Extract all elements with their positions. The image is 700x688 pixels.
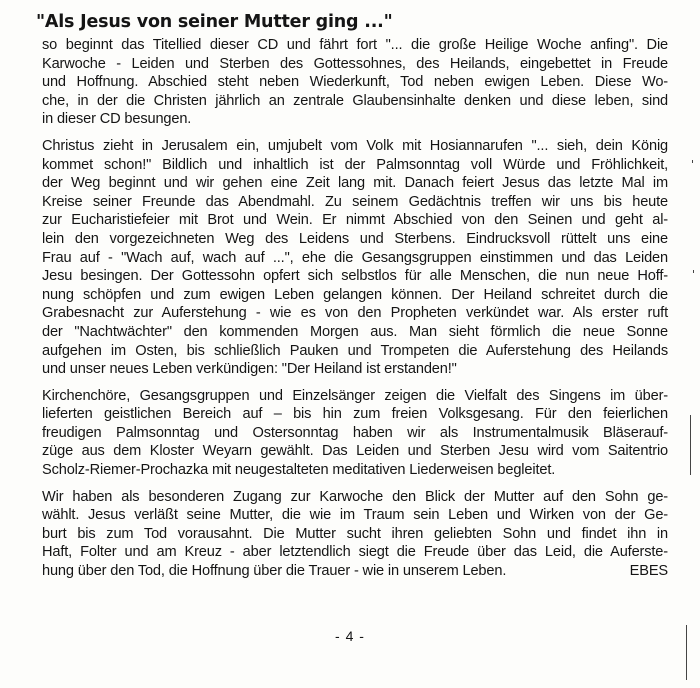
text-line: wählt. Jesus verläßt seine Mutter, die wie im Traum sein Leben und Wirken von der Ge- bbox=[42, 507, 668, 524]
text-line: so beginnt das Titellied dieser CD und fährt fort "... die große Heilige Woche anfing". Die bbox=[42, 37, 668, 53]
scan-edge-mark bbox=[693, 270, 694, 273]
text-line: Jesu besingen. Der Gottessohn opfert sich selbstlos für alle Menschen, die nun neue Hoff- bbox=[42, 268, 668, 285]
text-line: Karwoche - Leiden und Sterben des Gottessohnes, des Heilands, eingebettet in Freude bbox=[42, 55, 668, 72]
text-line: nung schöpfen und zum ewigen Leben gelangen können. Der Heiland schreitet durch die bbox=[42, 286, 668, 303]
text-line: züge aus dem Kloster Weyarn gewählt. Das Leiden und Sterben Jesu wird vom Saitentrio bbox=[42, 443, 668, 460]
text-line: lein den vorgezeichneten Weg des Leidens und Sterbens. Eindrucksvoll rüttelt uns eine bbox=[42, 230, 668, 247]
scan-edge-line bbox=[686, 625, 687, 680]
text-line: Kirchenchöre, Gesangsgruppen und Einzelsänger zeigen die Vielfalt des Singens im über- bbox=[42, 387, 668, 404]
text-line: Kreise seiner Freunde das Abendmahl. Zu seinem Gedächtnis treffen wir uns bis heute bbox=[42, 193, 668, 210]
scan-edge-mark bbox=[692, 160, 693, 163]
text-line: kommet schon!" Bildlich und inhaltlich ist der Palmsonntag voll Würde und Fröhlichkeit, bbox=[42, 156, 668, 173]
text-line: aufgehen im Osten, bis schließlich Pauken und Trompeten die Auferstehung des Heilands bbox=[42, 342, 668, 359]
page-title: "Als Jesus von seiner Mutter ging ..." bbox=[36, 12, 393, 32]
text-line: Christus zieht in Jerusalem ein, umjubelt vom Volk mit Hosiannarufen "... sieh, dein König bbox=[42, 137, 668, 154]
text-line: Frau auf - "Wach auf, wach auf ...", ehe die Gesangsgruppen einstimmen und das Leiden bbox=[42, 249, 668, 266]
text-line: der Weg beginnt und wir gehen eine Zeit lang mit. Danach feiert Jesus das letzte Mal im bbox=[42, 175, 668, 192]
text-line: zur Eucharistiefeier mit Brot und Wein. Er nimmt Abschied von den Seinen und geht al- bbox=[42, 212, 668, 229]
page-number: - 4 - bbox=[335, 628, 365, 644]
paragraph bbox=[42, 137, 668, 379]
text-line: Wir haben als besonderen Zugang zur Karwoche den Blick der Mutter auf den Sohn ge- bbox=[42, 488, 668, 505]
text-line: und unser neues Leben verkündigen: "Der Heiland ist erstanden!" bbox=[42, 361, 457, 378]
scan-edge-line bbox=[690, 415, 691, 475]
paragraph bbox=[42, 36, 668, 129]
text-line-content: hung über den Tod, die Hoffnung über die Trauer - wie in unserem Leben. bbox=[42, 563, 507, 580]
text-line bbox=[42, 562, 668, 581]
text-line: freudigen Palmsonntag und Ostersonntag haben wir als Instrumentalmusik Bläserauf- bbox=[42, 424, 668, 441]
text-line: der "Nachtwächter" den kommenden Morgen aus. Man sieht förmlich die neue Sonne bbox=[42, 323, 668, 340]
text-line: burt bis zum Tod vorausahnt. Die Mutter sucht ihren geliebten Sohn und findet ihn in bbox=[42, 525, 668, 542]
text-line: in dieser CD besungen. bbox=[42, 111, 192, 128]
text-line: Grabesnacht zur Auferstehung - wie es von den Propheten verkündet war. Als erster ruft bbox=[42, 305, 668, 322]
paragraph bbox=[42, 488, 668, 581]
booklet-page bbox=[36, 10, 668, 589]
text-line: Haft, Folter und am Kreuz - aber letztendlich siegt die Freude über das Leid, die Auferste- bbox=[42, 544, 668, 561]
text-line: und Hoffnung. Abschied steht neben Wiederkunft, Tod neben ewigen Leben. Diese Wo- bbox=[42, 74, 668, 91]
text-line: Scholz-Riemer-Prochazka mit neugestalteten meditativen Liederweisen begleitet. bbox=[42, 462, 556, 479]
text-line: che, in der die Christen jährlich an zentrale Glaubensinhalte denken und diese leben, sind bbox=[42, 92, 668, 109]
body-text bbox=[42, 36, 668, 581]
author-signature: EBES bbox=[629, 563, 668, 580]
paragraph bbox=[42, 387, 668, 480]
text-line: lieferten geistlichen Bereich auf – bis hin zum freien Volksgesang. Für den feierlichen bbox=[42, 406, 668, 423]
